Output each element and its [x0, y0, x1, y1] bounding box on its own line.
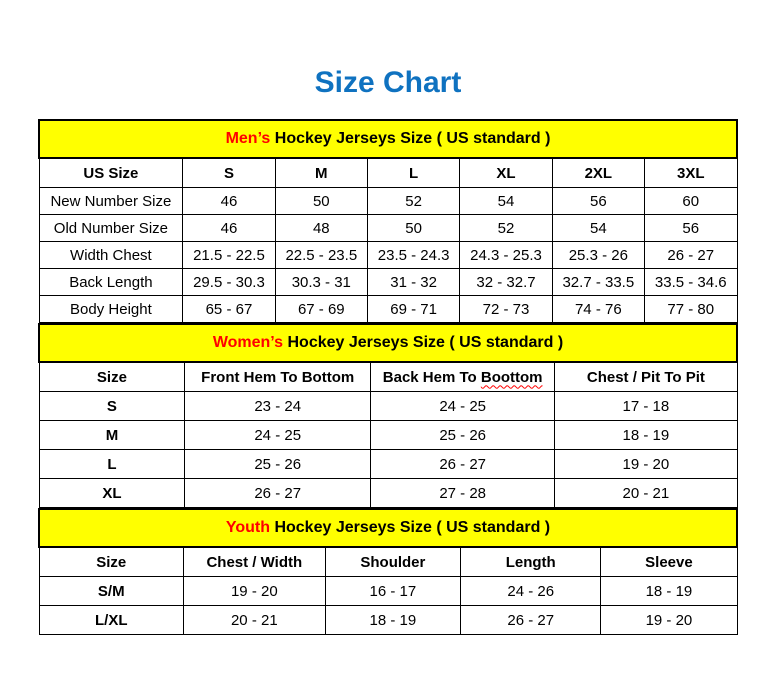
row-label: L	[39, 450, 185, 479]
table-row	[39, 450, 737, 479]
row-label: XL	[39, 479, 185, 508]
data-cell: 26 - 27	[185, 479, 371, 508]
header-cell: Size	[39, 362, 185, 392]
data-cell: 56	[645, 215, 738, 242]
data-cell: 25.3 - 26	[552, 242, 644, 269]
womens-header-row	[39, 362, 737, 392]
data-cell: 23.5 - 24.3	[367, 242, 459, 269]
data-cell: 20 - 21	[555, 479, 737, 508]
womens-section-title	[39, 324, 737, 362]
table-row	[39, 421, 737, 450]
data-cell: 19 - 20	[601, 606, 737, 635]
data-cell: 48	[275, 215, 367, 242]
data-cell: 25 - 26	[185, 450, 371, 479]
data-cell: 67 - 69	[275, 296, 367, 323]
data-cell: 19 - 20	[183, 577, 325, 606]
size-chart	[38, 119, 738, 635]
row-label: L/XL	[39, 606, 183, 635]
data-cell: 20 - 21	[183, 606, 325, 635]
data-cell: 54	[460, 188, 552, 215]
mens-section-title	[39, 120, 737, 158]
header-cell	[371, 362, 555, 392]
data-cell: 31 - 32	[367, 269, 459, 296]
mens-section-band	[39, 120, 737, 158]
header-cell: Size	[39, 547, 183, 577]
header-cell: M	[275, 158, 367, 188]
mens-size-table	[38, 119, 738, 323]
data-cell: 23 - 24	[185, 392, 371, 421]
data-cell: 72 - 73	[460, 296, 552, 323]
data-cell: 32.7 - 33.5	[552, 269, 644, 296]
data-cell: 65 - 67	[183, 296, 275, 323]
data-cell: 46	[183, 215, 275, 242]
data-cell: 32 - 32.7	[460, 269, 552, 296]
header-cell: Front Hem To Bottom	[185, 362, 371, 392]
mens-header-row	[39, 158, 737, 188]
header-cell: 2XL	[552, 158, 644, 188]
data-cell: 16 - 17	[325, 577, 460, 606]
row-label: New Number Size	[39, 188, 183, 215]
data-cell: 52	[460, 215, 552, 242]
data-cell: 69 - 71	[367, 296, 459, 323]
data-cell: 18 - 19	[555, 421, 737, 450]
data-cell: 22.5 - 23.5	[275, 242, 367, 269]
youth-highlight: Youth	[225, 519, 270, 536]
header-cell: L	[367, 158, 459, 188]
page-title: Size Chart	[314, 66, 462, 99]
header-cell: S	[183, 158, 275, 188]
row-label: M	[39, 421, 185, 450]
data-cell: 27 - 28	[371, 479, 555, 508]
table-row	[39, 479, 737, 508]
data-cell: 29.5 - 30.3	[183, 269, 275, 296]
table-row	[39, 242, 737, 269]
table-row	[39, 296, 737, 323]
data-cell: 17 - 18	[555, 392, 737, 421]
data-cell: 24 - 25	[371, 392, 555, 421]
table-row	[39, 392, 737, 421]
data-cell: 77 - 80	[645, 296, 738, 323]
misspelled-word: Boottom	[480, 368, 543, 386]
womens-highlight: Women’s	[212, 334, 284, 351]
table-row	[39, 606, 737, 635]
row-label: Width Chest	[39, 242, 183, 269]
womens-section-band	[39, 324, 737, 362]
data-cell: 26 - 27	[461, 606, 601, 635]
data-cell: 50	[367, 215, 459, 242]
row-label: S	[39, 392, 185, 421]
data-cell: 60	[645, 188, 738, 215]
mens-title-rest: Hockey Jerseys Size ( US standard )	[270, 130, 551, 147]
header-cell: 3XL	[645, 158, 738, 188]
data-cell: 25 - 26	[371, 421, 555, 450]
header-cell: XL	[460, 158, 552, 188]
mens-highlight: Men’s	[225, 130, 271, 147]
header-cell: Sleeve	[601, 547, 737, 577]
data-cell: 56	[552, 188, 644, 215]
data-cell: 54	[552, 215, 644, 242]
data-cell: 24.3 - 25.3	[460, 242, 552, 269]
data-cell: 26 - 27	[645, 242, 738, 269]
header-cell: Chest / Pit To Pit	[555, 362, 737, 392]
data-cell: 52	[367, 188, 459, 215]
data-cell: 26 - 27	[371, 450, 555, 479]
header-cell: US Size	[39, 158, 183, 188]
data-cell: 46	[183, 188, 275, 215]
data-cell: 18 - 19	[325, 606, 460, 635]
youth-header-row	[39, 547, 737, 577]
data-cell: 30.3 - 31	[275, 269, 367, 296]
row-label: Back Length	[39, 269, 183, 296]
data-cell: 21.5 - 22.5	[183, 242, 275, 269]
header-cell: Shoulder	[325, 547, 460, 577]
header-cell: Length	[461, 547, 601, 577]
header-text: Back Hem To	[382, 368, 481, 386]
table-row	[39, 215, 737, 242]
data-cell: 50	[275, 188, 367, 215]
womens-size-table	[38, 323, 738, 508]
youth-title-rest: Hockey Jerseys Size ( US standard )	[270, 519, 551, 536]
data-cell: 74 - 76	[552, 296, 644, 323]
row-label: S/M	[39, 577, 183, 606]
data-cell: 18 - 19	[601, 577, 737, 606]
table-row	[39, 577, 737, 606]
data-cell: 24 - 25	[185, 421, 371, 450]
womens-title-rest: Hockey Jerseys Size ( US standard )	[283, 334, 564, 351]
row-label: Old Number Size	[39, 215, 183, 242]
data-cell: 19 - 20	[555, 450, 737, 479]
header-cell: Chest / Width	[183, 547, 325, 577]
youth-size-table	[38, 508, 738, 635]
table-row	[39, 269, 737, 296]
row-label: Body Height	[39, 296, 183, 323]
data-cell: 24 - 26	[461, 577, 601, 606]
youth-section-band	[39, 509, 737, 547]
youth-section-title	[39, 509, 737, 547]
table-row	[39, 188, 737, 215]
data-cell: 33.5 - 34.6	[645, 269, 738, 296]
